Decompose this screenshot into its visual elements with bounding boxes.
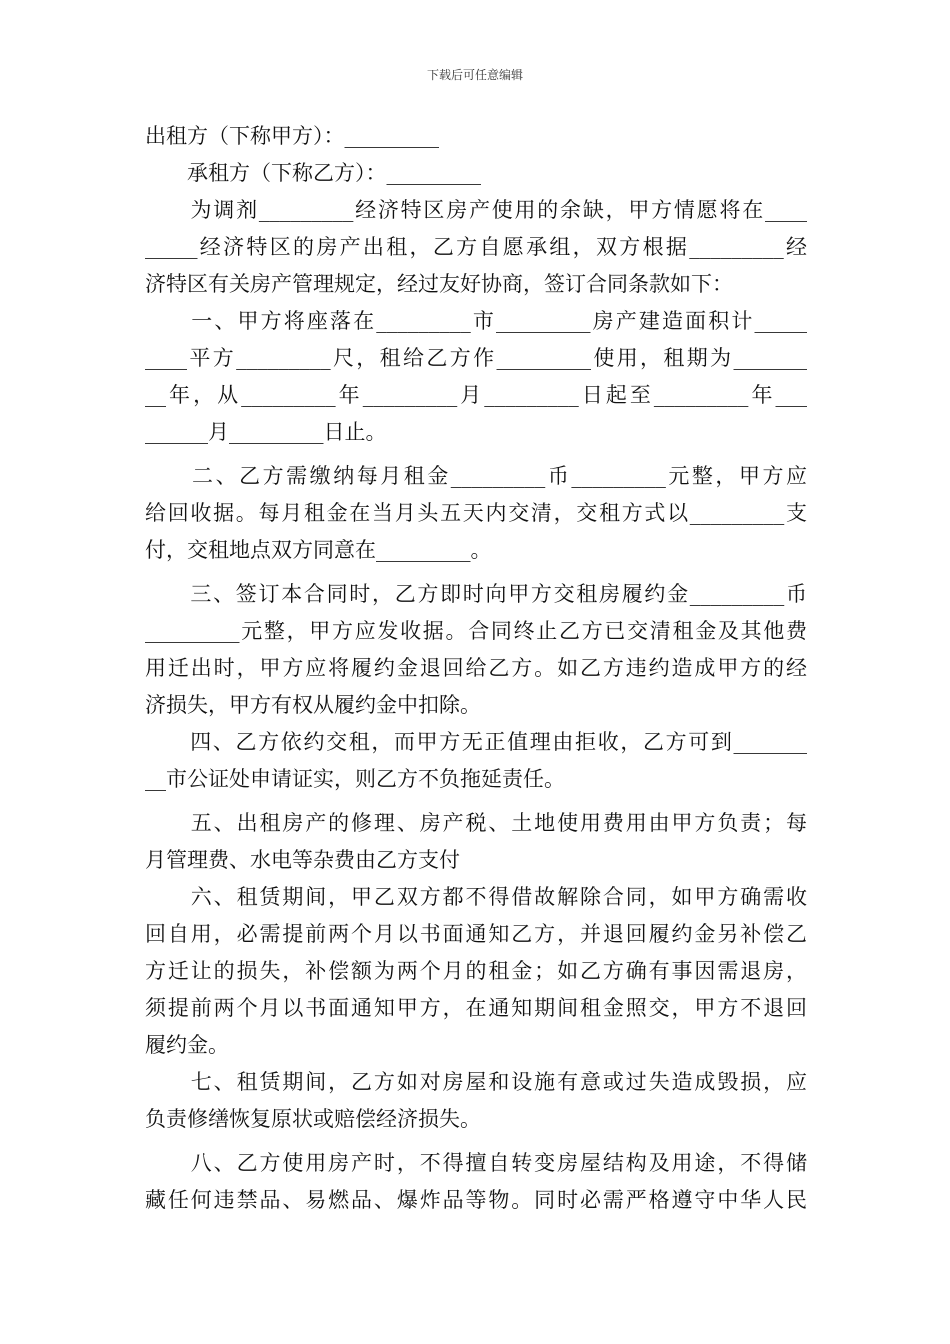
text-line: _________元整，甲方应发收据。合同终止乙方已交清租金及其他费 <box>145 619 807 643</box>
text-line: 方迁让的损失，补偿额为两个月的租金；如乙方确有事因需退房， <box>145 959 807 983</box>
text-line: 须提前两个月以书面通知甲方，在通知期间租金照交，甲方不退回 <box>145 996 807 1020</box>
text-line: 藏任何违禁品、易燃品、爆炸品等物。同时必需严格遵守中华人民 <box>145 1188 807 1212</box>
text-line: 出租方（下称甲方）：_________ <box>145 124 439 148</box>
text-line: __年，从_________年_________月_________日起至_________年___ <box>145 383 807 407</box>
text-line: 用迁出时，甲方应将履约金退回给乙方。如乙方违约造成甲方的经 <box>145 656 807 680</box>
text-line: 七、租赁期间，乙方如对房屋和设施有意或过失造成毁损，应 <box>145 1070 807 1094</box>
text-line: 济特区有关房产管理规定，经过友好协商，签订合同条款如下： <box>145 272 733 296</box>
text-line: 回自用，必需提前两个月以书面通知乙方，并退回履约金另补偿乙 <box>145 922 807 946</box>
paragraph-gap <box>145 798 807 805</box>
text-line: 付，交租地点双方同意在_________。 <box>145 538 492 562</box>
text-line: 给回收据。每月租金在当月头五天内交清，交租方式以_________支 <box>145 501 807 525</box>
text-line: 一、甲方将座落在_________市_________房产建造面积计_____ <box>145 309 807 333</box>
text-line: 月管理费、水电等杂费由乙方支付 <box>145 848 460 872</box>
text-line: 五、出租房产的修理、房产税、土地使用费用由甲方负责；每 <box>145 811 807 835</box>
text-line: ____平方_________尺，租给乙方作_________使用，租期为_______ <box>145 346 807 370</box>
text-line: 为调剂_________经济特区房产使用的余缺，甲方情愿将在____ <box>145 198 807 222</box>
paragraph-gap <box>145 451 807 458</box>
text-line: 四、乙方依约交租，而甲方无正值理由拒收，乙方可到_______ <box>145 730 807 754</box>
text-line: 承租方（下称乙方）：_________ <box>145 161 481 185</box>
page-header: 下载后可任意编辑 <box>426 68 523 82</box>
text-line: __市公证处申请证实，则乙方不负拖延责任。 <box>145 767 565 791</box>
text-line: 履约金。 <box>145 1033 229 1057</box>
text-line: 济损失，甲方有权从履约金中扣除。 <box>145 693 481 717</box>
text-line: ______月_________日止。 <box>145 420 387 444</box>
text-line: 二、乙方需缴纳每月租金_________币_________元整，甲方应 <box>145 464 807 488</box>
paragraph-gap <box>145 1138 807 1145</box>
text-line: 六、租赁期间，甲乙双方都不得借故解除合同，如甲方确需收 <box>145 885 807 909</box>
text-line: 八、乙方使用房产时，不得擅自转变房屋结构及用途，不得储 <box>145 1151 807 1175</box>
paragraph-gap <box>145 569 807 576</box>
text-line: 三、签订本合同时，乙方即时向甲方交租房履约金_________币 <box>145 582 807 606</box>
contract-body <box>145 118 807 1219</box>
text-line: 负责修缮恢复原状或赔偿经济损失。 <box>145 1107 481 1131</box>
text-line: _____经济特区的房产出租，乙方自愿承组，双方根据_________经 <box>145 235 807 259</box>
